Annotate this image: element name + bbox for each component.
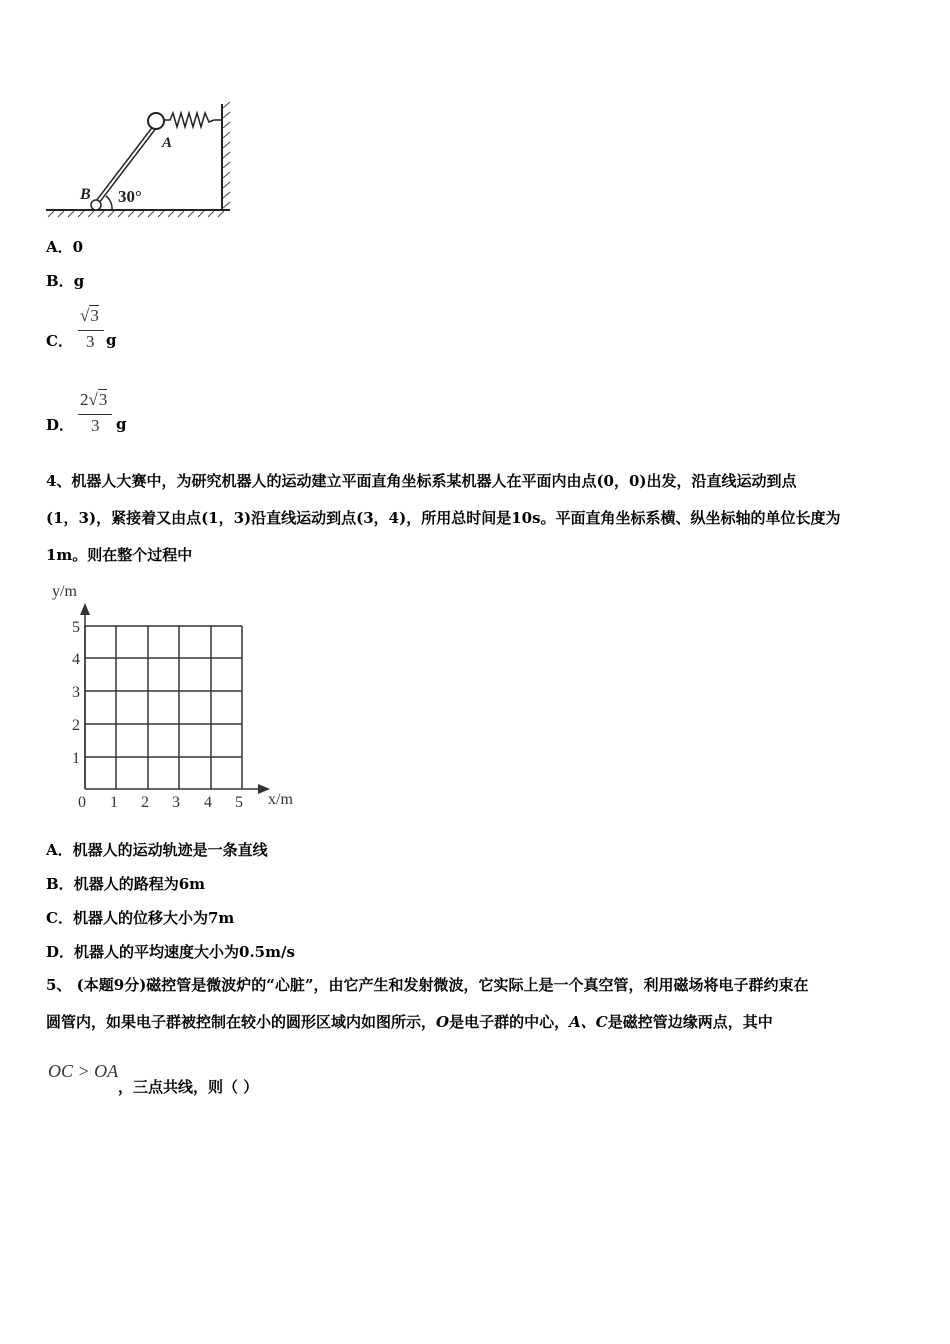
label-b: B [80,186,91,203]
option-text: 机器人的路程为6m [73,875,205,893]
q5-question [46,967,926,1041]
coefficient: 2 [80,390,89,409]
q5-line-2 [46,1004,926,1041]
q3-option-d-letter: D． [46,416,75,434]
q3-option-c-letter: C． [46,332,73,350]
option-text: 机器人的平均速度大小为0.5m/s [74,943,295,961]
q4-line-1: 4、机器人大赛中，为研究机器人的运动建立平面直角坐标系某机器人在平面内由点(0，0)出发，沿直线运动到点 [46,472,797,490]
q5-line-3: ，三点共线，则（ ） [118,1078,259,1096]
q4-option-b [46,873,205,894]
y-tick: 5 [72,619,80,636]
x-tick: 5 [235,794,243,811]
radicand: 3 [98,390,108,409]
point-o: O [436,1013,450,1031]
option-letter: A． [46,238,73,256]
origin-label: 0 [78,794,86,811]
q5-formula: OC > OA [48,1061,119,1081]
q4-question [46,463,906,574]
q4-line-3: 1m。则在整个过程中 [46,546,193,564]
x-tick: 4 [204,794,212,811]
option-letter: A． [46,841,73,859]
option-text: 机器人的位移大小为7m [72,909,235,927]
points-a-c: A、C [569,1013,608,1031]
q5-line-1: 5、 (本题9分)磁控管是微波炉的“心脏”，由它产生和发射微波，它实际上是一个真空管，利用磁场将电子群约束在 [46,976,809,994]
coordinate-grid-figure [44,576,306,816]
q3-option-c-fraction: √3 3 [78,306,108,356]
q3-option-d-fraction: 2√3 3 [78,390,116,440]
denominator: 3 [91,416,100,435]
label-a: A [162,135,173,151]
x-tick: 1 [110,794,118,811]
y-tick: 1 [72,750,80,767]
option-letter: B． [46,875,74,893]
q5-line-2-b: 是电子群的中心， [449,1013,570,1031]
angle-label: 30° [118,187,142,206]
q4-line-2: (1，3)，紧接着又由点(1，3)沿直线运动到点(3，4)，所用总时间是10s。平面直角坐标系横、纵坐标轴的单位长度为 [46,509,841,527]
y-tick: 4 [72,651,80,668]
option-letter: C． [46,909,73,927]
x-axis-label: x/m [268,791,293,808]
y-axis-label: y/m [52,583,77,600]
q4-option-c [46,907,234,928]
y-tick: 2 [72,717,80,734]
option-letter: B． [46,272,74,290]
option-text: g [73,272,85,290]
q5-line-2-a: 圆管内，如果电子群被控制在较小的圆形区域内如图所示， [46,1013,437,1031]
y-tick: 3 [72,684,80,701]
x-tick: 3 [172,794,180,811]
x-tick: 2 [141,794,149,811]
option-letter: D． [46,943,75,961]
q4-option-a [46,839,268,860]
option-text: 0 [72,238,84,256]
denominator: 3 [86,332,95,351]
rod-spring-figure [44,100,236,218]
q3-option-a [46,236,83,257]
radicand: 3 [90,306,99,325]
q5-line-2-c: 是磁控管边缘两点，其中 [607,1013,773,1031]
option-text: 机器人的运动轨迹是一条直线 [72,841,268,859]
q3-option-d-suffix: g [116,415,127,433]
q4-option-d [46,941,295,962]
q3-option-c-suffix: g [106,331,117,349]
q3-option-b [46,270,84,291]
